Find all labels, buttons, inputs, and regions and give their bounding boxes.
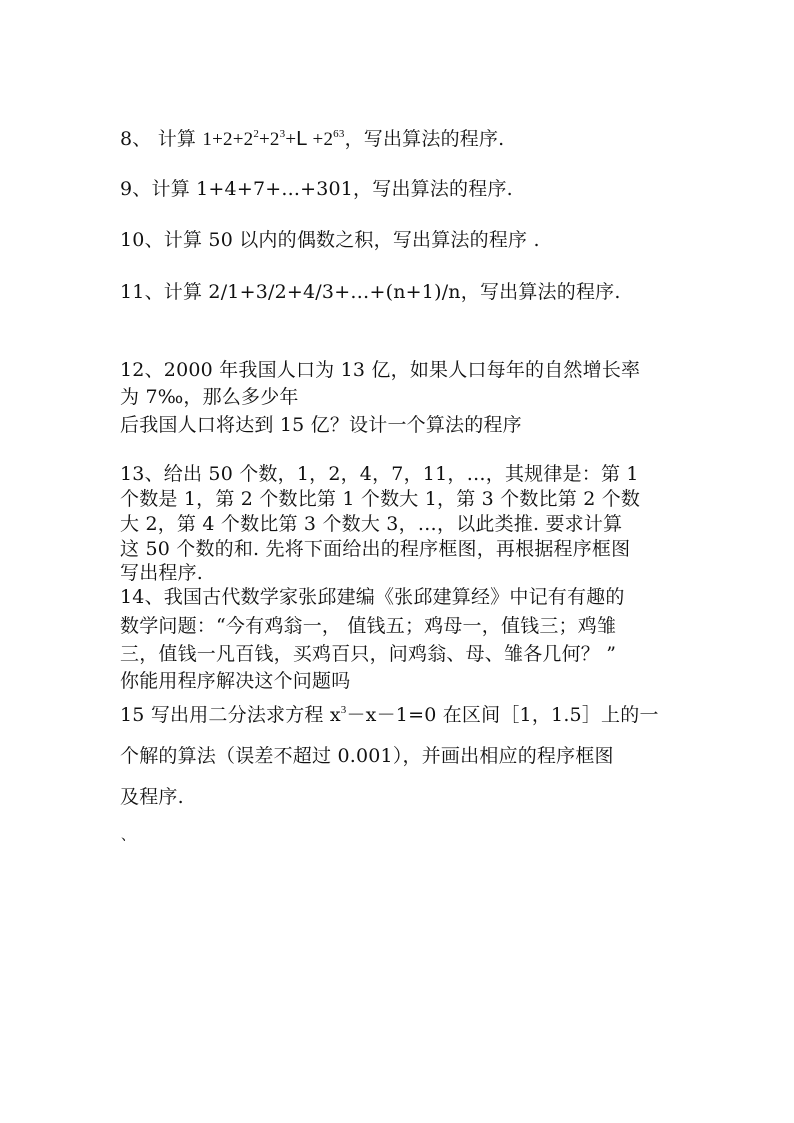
problem-14-line-3: 三，值钱一凡百钱，买鸡百只，问鸡翁、母、雏各几何？ ” <box>120 643 617 665</box>
problem-12-line-1: 12、2000 年我国人口为 13 亿，如果人口每年的自然增长率 <box>120 359 641 381</box>
problem-13-line-1: 13、给出 50 个数，1，2，4，7，11，…，其规律是：第 1 <box>120 463 639 485</box>
problem-8-prefix: 8、 计算 <box>120 128 203 150</box>
problem-14-line-1: 14、我国古代数学家张邱建编《张邱建算经》中记有有趣的 <box>120 586 625 608</box>
problem-13-line-2: 个数是 1，第 2 个数比第 1 个数大 1，第 3 个数比第 2 个数 <box>120 488 641 510</box>
formula-part: 1+2+2 <box>202 129 254 150</box>
problem-13-line-4: 这 50 个数的和. 先将下面给出的程序框图，再根据程序框图 <box>120 538 631 560</box>
problem-8-suffix: ，写出算法的程序. <box>344 128 505 150</box>
problem-9: 9、计算 1+4+7+...+301，写出算法的程序. <box>120 178 513 200</box>
formula-exponent: 3 <box>279 128 286 140</box>
problem-15-line-1 <box>120 703 659 727</box>
problem-15-line-2: 个解的算法（误差不超过 0.001），并画出相应的程序框图 <box>120 745 614 767</box>
formula-exponent: 63 <box>333 128 345 140</box>
problem-13-line-3: 大 2，第 4 个数比第 3 个数大 3，…，以此类推. 要求计算 <box>120 513 623 535</box>
problem-12-line-2: 为 7‰，那么多少年 <box>120 386 299 408</box>
formula-part: + <box>285 129 297 150</box>
formula-ellipsis-glyph: L <box>296 128 308 150</box>
problem-15-text: －x－1=0 在区间［1，1.5］上的一 <box>346 704 659 726</box>
problem-11: 11、计算 2/1+3/2+4/3+…+(n+1)/n，写出算法的程序. <box>120 281 621 303</box>
problem-10: 10、计算 50 以内的偶数之积，写出算法的程序 . <box>120 229 540 251</box>
problem-14-line-4: 你能用程序解决这个问题吗 <box>120 670 351 692</box>
trailing-mark: 、 <box>121 828 135 844</box>
problem-15-line-3: 及程序. <box>120 786 184 808</box>
problem-8-formula <box>202 129 344 150</box>
problem-12-line-3: 后我国人口将达到 15 亿？设计一个算法的程序 <box>120 414 522 436</box>
problem-14-line-2: 数学问题：“今有鸡翁一， 值钱五；鸡母一，值钱三；鸡雏 <box>120 615 617 637</box>
problem-8 <box>120 127 504 152</box>
formula-exponent: 3 <box>340 704 347 716</box>
formula-part: +2 <box>259 129 280 150</box>
formula-part: +2 <box>307 129 334 150</box>
problem-13-line-5: 写出程序. <box>120 562 204 584</box>
formula-exponent: 2 <box>253 128 260 140</box>
problem-15-text: 15 写出用二分法求方程 x <box>120 704 341 726</box>
